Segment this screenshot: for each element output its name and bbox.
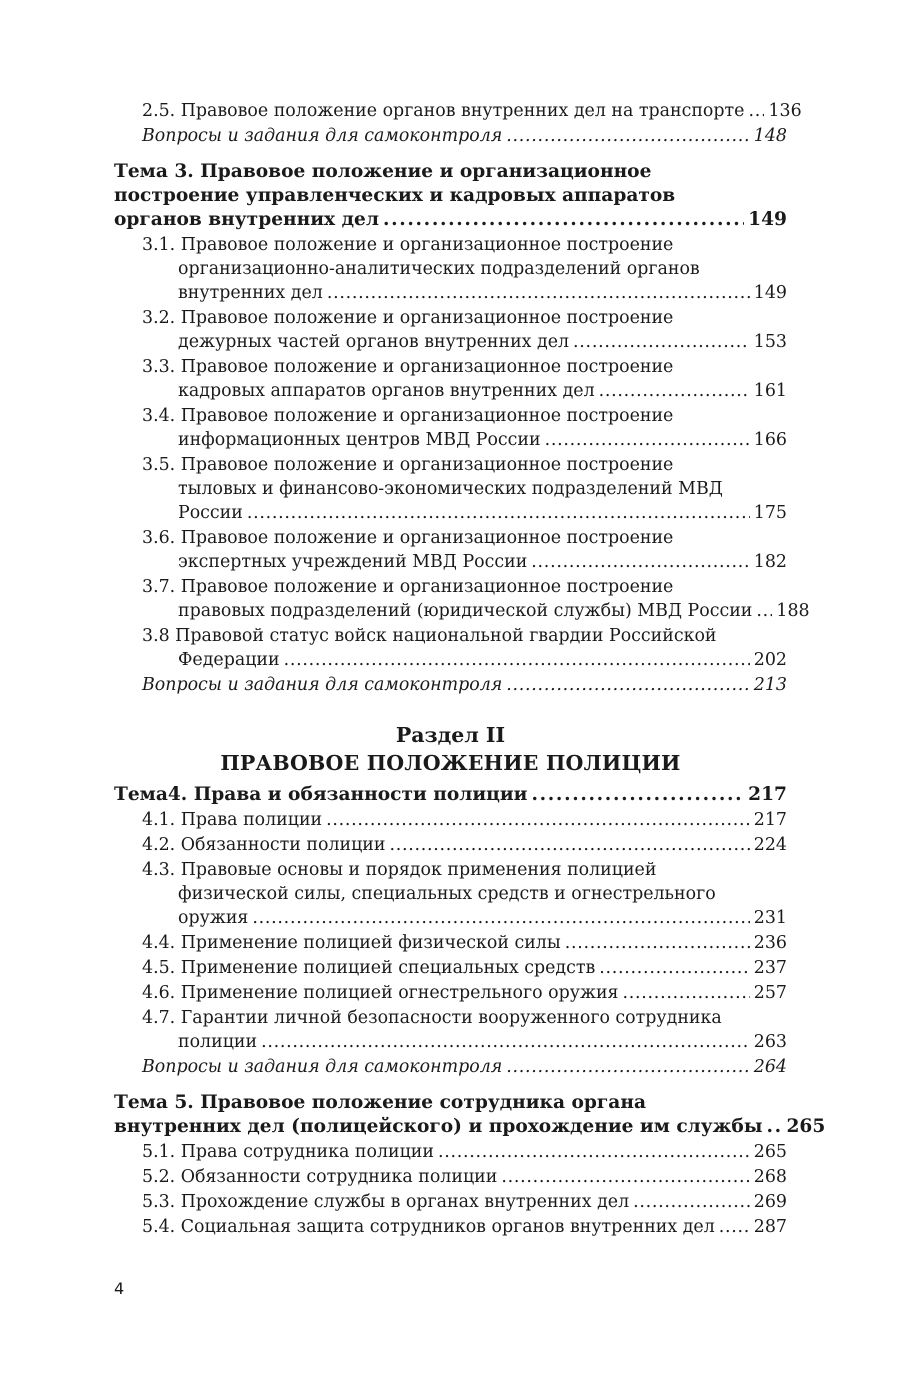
dot-leader: [501, 1165, 749, 1189]
dot-leader: [506, 1055, 750, 1079]
toc-item: 5.4. Социальная защита сотрудников органов внутренних дел . . . 287: [114, 1215, 787, 1239]
dot-leader: [252, 906, 749, 930]
dot-leader: [284, 648, 750, 672]
dot-leader: [573, 330, 750, 354]
dot-leader: [506, 673, 750, 697]
section-subtitle: ПРАВОВОЕ ПОЛОЖЕНИЕ ПОЛИЦИИ: [220, 751, 681, 775]
dot-leader: [719, 1215, 750, 1239]
dot-leader: [623, 981, 750, 1005]
dot-leader: [261, 1030, 750, 1054]
toc-item: 4.7. Гарантии личной безопасности вооруженного сотрудника полиции . . . 263: [114, 1006, 787, 1054]
dot-leader: [545, 428, 750, 452]
toc-item: 5.1. Права сотрудника полиции . . . 265: [114, 1140, 787, 1164]
toc-item: 4.5. Применение полицией специальных средств . . . 237: [114, 956, 787, 980]
toc-item: 3.6. Правовое положение и организационное построение экспертных учреждений МВД России . . . 182: [114, 526, 787, 574]
toc-item: 4.3. Правовые основы и порядок применения полицией физической силы, специальных средств и огнестрельного оружия . . . 231: [114, 858, 787, 930]
toc-questions: Вопросы и задания для самоконтроля . . . 264: [114, 1055, 787, 1079]
toc-item: 5.3. Прохождение службы в органах внутренних дел . . . 269: [114, 1190, 787, 1214]
toc-item: 3.8 Правовой статус войск национальной гвардии Российской Федерации . . . 202: [114, 624, 787, 672]
dot-leader: [599, 956, 750, 980]
toc-item: 5.2. Обязанности сотрудника полиции . . . 268: [114, 1165, 787, 1189]
section-heading: [114, 721, 787, 777]
dot-leader: [748, 99, 764, 123]
dot-leader: [506, 124, 750, 148]
dot-leader: [326, 808, 750, 832]
page-number: 4: [114, 1279, 125, 1298]
dot-leader: [383, 208, 744, 232]
toc-item: 4.1. Права полиции . . . 217: [114, 808, 787, 832]
toc-item: 2.5. Правовое положение органов внутренних дел на транспорте . . . 136: [114, 99, 787, 123]
toc-item: 4.4. Применение полицией физической силы . . . 236: [114, 931, 787, 955]
toc-questions: Вопросы и задания для самоконтроля . . . 148: [114, 124, 787, 148]
toc-topic: Тема 5. Правовое положение сотрудника органа внутренних дел (полицейского) и прохождение им службы . . . 265: [114, 1091, 787, 1139]
toc-item: 4.6. Применение полицией огнестрельного оружия . . . 257: [114, 981, 787, 1005]
dot-leader: [389, 833, 749, 857]
section-title: Раздел II: [395, 723, 506, 747]
dot-leader: [565, 931, 750, 955]
toc-item: 3.5. Правовое положение и организационное построение тыловых и финансово-экономических подразделений МВД России . . . 175: [114, 453, 787, 525]
toc-item: 4.2. Обязанности полиции . . . 224: [114, 833, 787, 857]
table-of-contents: [114, 98, 826, 1239]
toc-topic: Тема 3. Правовое положение и организационное построение управленческих и кадровых аппаратов органов внутренних дел . . . 149: [114, 160, 787, 232]
toc-item: 3.1. Правовое положение и организационное построение организационно-аналитических подразделений органов внутренних дел . . . 149: [114, 233, 787, 305]
dot-leader: [531, 550, 750, 574]
dot-leader: [633, 1190, 750, 1214]
dot-leader: [766, 1115, 782, 1139]
dot-leader: [599, 379, 750, 403]
dot-leader: [756, 599, 772, 623]
dot-leader: [247, 501, 750, 525]
toc-item: 3.7. Правовое положение и организационное построение правовых подразделений (юридической службы) МВД России . . . 188: [114, 575, 787, 623]
toc-item: 3.3. Правовое положение и организационное построение кадровых аппаратов органов внутренних дел . . . 161: [114, 355, 787, 403]
toc-item: 3.2. Правовое положение и организационное построение дежурных частей органов внутренних дел . . . 153: [114, 306, 787, 354]
toc-questions: Вопросы и задания для самоконтроля . . . 213: [114, 673, 787, 697]
dot-leader: [327, 281, 750, 305]
toc-topic: Тема4. Права и обязанности полиции . . . 217: [114, 783, 787, 807]
dot-leader: [438, 1140, 750, 1164]
toc-item: 3.4. Правовое положение и организационное построение информационных центров МВД России . . . 166: [114, 404, 787, 452]
dot-leader: [531, 783, 744, 807]
